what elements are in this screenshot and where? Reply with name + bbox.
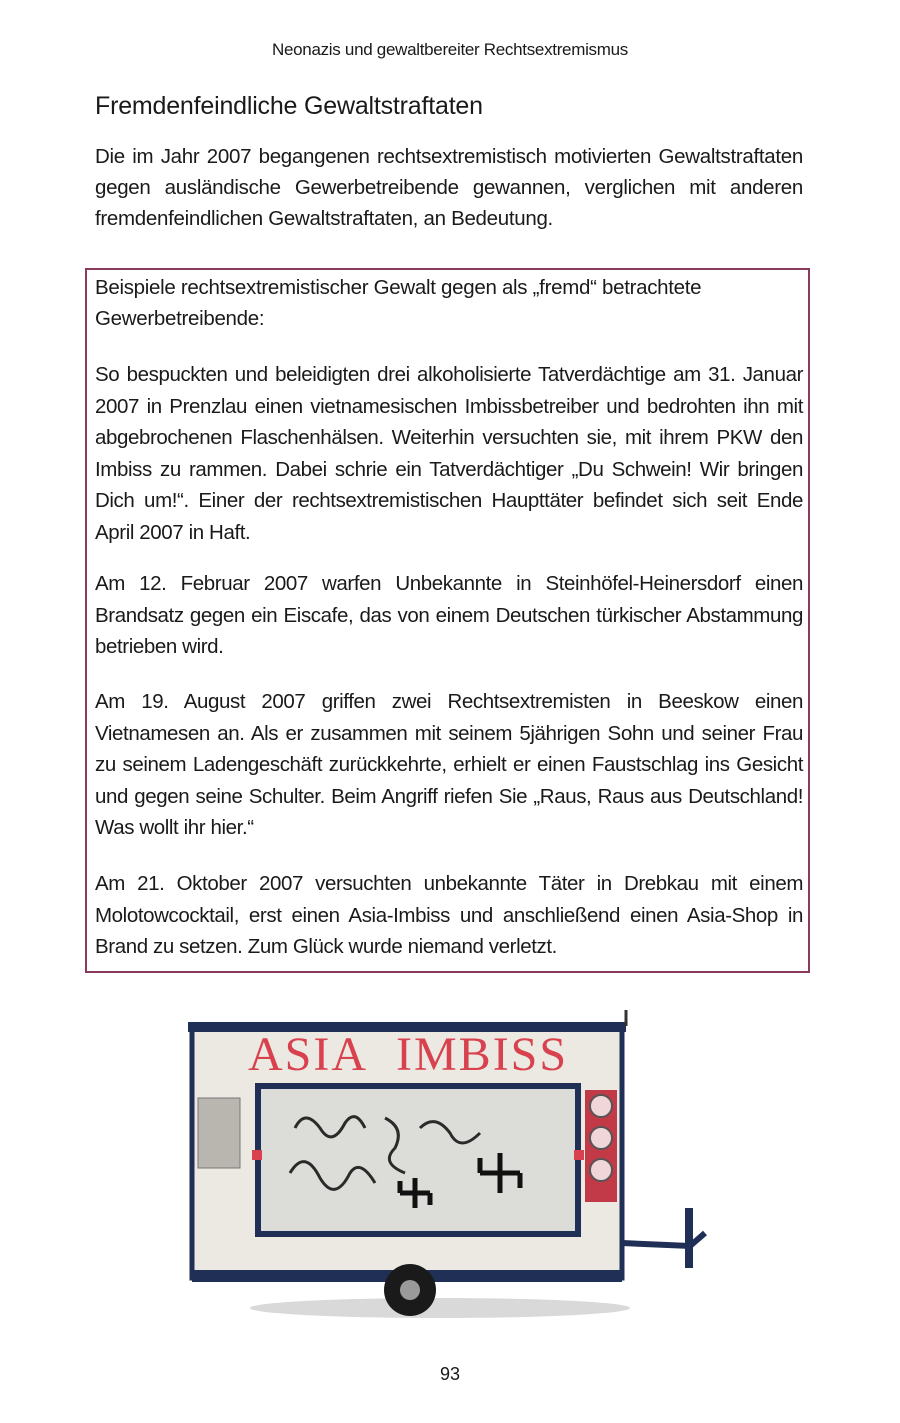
page-number: 93 [439,1364,461,1384]
asia-imbiss-sign: ASIA IMBISS [248,1028,569,1081]
example-box-title: Beispiele rechtsextremistischer Gewalt gegen als „fremd“ betrachtete Gewerbetreibende: [95,276,702,330]
side-vent [198,1098,240,1168]
serving-window [258,1086,578,1234]
running-header: Neonazis und gewaltbereiter Rechtsextremismus [272,40,628,59]
example-paragraph-steinhoefel: Am 12. Februar 2007 warfen Unbekannte in Steinhöfel-Heinersdorf einen Brandsatz gegen ein Eiscafe, das von einem Deutschen türkischer Abstammung betrieben wird. [95,572,803,658]
example-paragraph-prenzlau: So bespuckten und beleidigten drei alkoholisierte Tatverdächtige am 31. Januar 2007 in Prenzlau einen vietnamesischen Imbissbetreiber und bedrohten ihn mit abgebrochenen Flaschenhälsen. Weiterhin versuchten sie, mit ihrem PKW den Imbiss zu rammen. Dabei schrie ein Tatverdächtiger „Du Schwein! Wir bringen Dich um!“. Einer der rechtsextremistischen Haupttäter befindet sich seit Ende April 2007 in Haft. [95,363,803,544]
example-paragraph-beeskow: Am 19. August 2007 griffen zwei Rechtsextremisten in Beeskow einen Vietnamesen an. Als er zusammen mit seinem 5jährigen Sohn und seiner Frau zu seinem Ladengeschäft zurückkehrte, erhielt er einen Faustschlag ins Gesicht und gegen seine Schulter. Beim Angriff riefen Sie „Raus, Raus aus Deutschland! Was wollt ihr hier.“ [95,690,803,839]
tail-light [590,1127,612,1149]
section-title: Fremdenfeindliche Gewaltstraftaten [95,92,483,120]
tail-light [590,1159,612,1181]
intro-paragraph: Die im Jahr 2007 begangenen rechtsextremistisch motivierten Gewaltstraftaten gegen ausländische Gewerbetreibende gewannen, verglichen mit anderen fremdenfeindlichen Gewaltstraftaten, an Bedeutung. [95,145,803,230]
jockey-wheel [685,1208,693,1268]
example-paragraph-drebkau: Am 21. Oktober 2007 versuchten unbekannte Täter in Drebkau mit einem Molotowcocktail, erst einen Asia-Imbiss und anschließend einen Asia-Shop in Brand zu setzen. Zum Glück wurde niemand verletzt. [95,872,803,958]
tail-light [590,1095,612,1117]
wheel-hub [400,1280,420,1300]
window-marker-right [574,1150,584,1160]
window-marker-left [252,1150,262,1160]
ground-shadow [250,1298,630,1318]
imbiss-trailer-photo [180,1008,720,1328]
